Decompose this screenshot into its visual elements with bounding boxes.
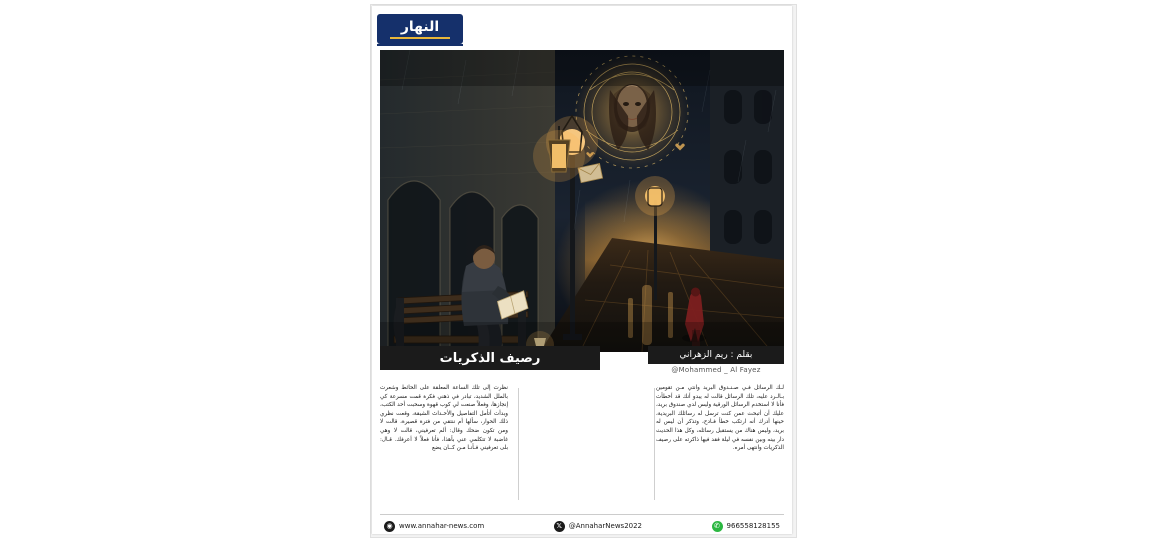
- article-column-2: لـك الرسائل فـي صـنـدوق البريد وانتي مـن تقومين بـالـرد عليه، تلك الرسائل قالت له يبدو أنك قد أخطأت فأنا لا استخدم الرسائل الورقية وليس لدي صندوق بريد، عليك أن أتبحث عمن كنت ترسل له رسائلك البريدية، حينها أدرك أنه ارتكب خطأ فـادح، وتذكر أن ليس له بريد، وليس هناك من يستقبل رسائله، وكل هذا الحديث دار بينه وبين نفسه في ليلة فقد فيها ذاكرته على رصيف الذكريات وانتهى أمره.: [656, 385, 784, 452]
- masthead-underline: [377, 44, 463, 46]
- article-title: رصيف الذكريات: [439, 350, 541, 366]
- byline: بقلم : ريم الزهراني: [679, 350, 753, 360]
- masthead-title: النهار: [400, 18, 440, 35]
- article-column-1: نظرت إلى تلك الساعة المعلقة على الحائط وشعرت بالملل الشديد، تبادر في ذهني فكرة قمت مسرعة كي إنجازها، وفعلاً صنعت لي كوب قهوة وسحبت أحد الكتب، وبدأت أتأمل التفاصيل والأحـداث الشيقة، وقعت نظري ذلك الحوار، سألها أم ننتقي من فترة قصيرة، قالت لا ومن تكون ضحك وقال: ألم تعرفيني، قالت لا وهي غاضبة لا تتكلمي عني بأهذا، فأنا فعلاً لا أعرفك. قـال: بلى تعرفيني فـأنـا مـن كــان يضع: [380, 385, 508, 452]
- masthead-accent-bar: [390, 37, 450, 39]
- page-footer: [380, 514, 784, 534]
- whatsapp-icon: ✆: [712, 521, 723, 532]
- footer-twitter-label: @AnnaharNews2022: [568, 522, 643, 530]
- article-title-bar: [380, 346, 600, 370]
- newspaper-page: [372, 6, 792, 534]
- x-icon: 𝕏: [554, 521, 565, 532]
- footer-twitter[interactable]: [554, 521, 642, 532]
- footer-whatsapp[interactable]: [712, 521, 780, 532]
- masthead-logo: [377, 14, 463, 44]
- article-illustration: [380, 50, 784, 352]
- footer-website-label: www.annahar-news.com: [399, 522, 485, 530]
- byline-bar: [648, 346, 784, 364]
- article-body: [380, 384, 784, 506]
- footer-whatsapp-label: 966558128155: [726, 522, 780, 530]
- globe-icon: ◉: [384, 521, 395, 532]
- footer-website[interactable]: [384, 521, 484, 532]
- image-credit: @Mohammed _ Al Fayez: [671, 366, 761, 374]
- article-column-blank: [518, 384, 646, 506]
